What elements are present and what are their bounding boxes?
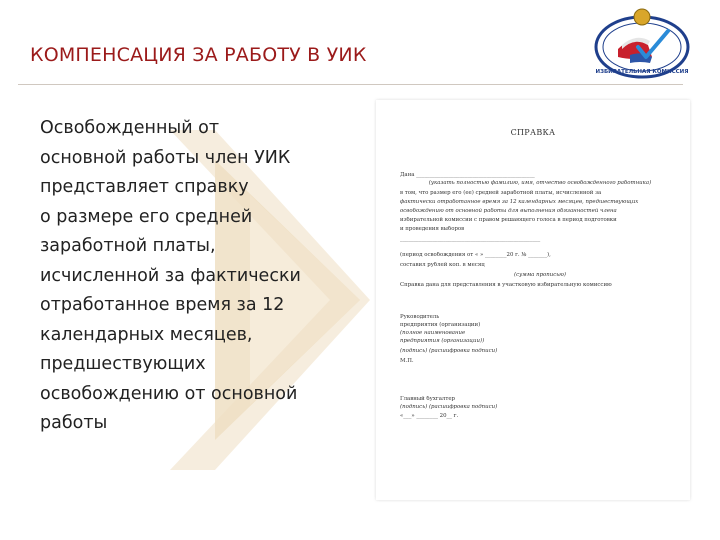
doc-line: (период освобождения от « » ________20 г. № _______), [400,252,551,258]
doc-line: и проведения выборов [400,226,465,232]
logo-text: ИЗБИРАТЕЛЬНАЯ КОМИССИЯ [595,69,689,75]
doc-line: избирательной комиссии с правом решающего голоса в период подготовки [400,217,617,223]
certificate-document [376,100,690,500]
doc-line: предприятия (организации)) [400,338,485,344]
doc-line: «___» ________ 20__ г. [400,413,459,419]
page-title: КОМПЕНСАЦИЯ ЗА РАБОТУ В УИК [30,44,367,66]
doc-line: Справка дана для представления в участковую избирательную комиссию [400,282,612,288]
doc-line: Дана ____________________________________________ [400,172,535,178]
doc-line: фактически отработанное время за 12 календарных месяцев, предшествующих [400,199,639,205]
doc-line: (указать полностью фамилию, имя, отчество освобожденного работника) [428,180,652,186]
doc-line: составил рублей коп. в месяц [400,262,485,268]
election-commission-logo [592,5,692,81]
doc-line: (полное наименование [400,330,466,336]
doc-line: (сумма прописью) [513,272,567,278]
doc-line: М.П. [400,358,414,364]
doc-line: (подпись) (расшифровка подписи) [400,348,498,354]
doc-line: Руководитель [400,314,440,320]
doc-line: Главный бухгалтер [400,396,455,402]
doc-line: освобождению от основной работы для выполнения обязанностей члена [400,208,617,214]
doc-line: (подпись) (расшифровка подписи) [400,404,498,410]
title-divider [18,84,683,85]
doc-line: в том, что размер его (ее) средней заработной платы, исчисленной за [400,190,602,196]
doc-title: СПРАВКА [510,128,556,137]
main-text: Освобожденный от основной работы член УИК представляет справку о размере его средней заработной платы, исчисленной за фактически отработанное время за 12 календарных месяцев, предшествующих освобождению от основной работы [40,118,301,433]
doc-line: ____________________________________________________ [400,236,541,242]
doc-line: предприятия (организации) [400,322,481,328]
